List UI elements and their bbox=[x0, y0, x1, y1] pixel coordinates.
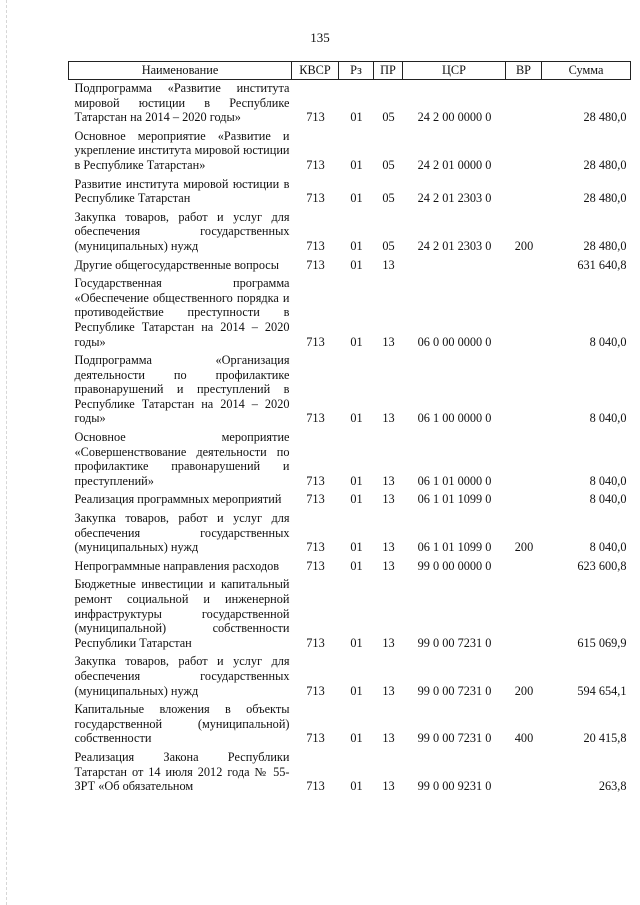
row-vr bbox=[506, 576, 542, 653]
row-sum: 263,8 bbox=[598, 779, 627, 794]
row-rz: 01 bbox=[350, 635, 363, 650]
row-name: Подпрограмма «Развитие института мировой юстиции в Республике Татарстан на 2014 – 2020 годы» bbox=[74, 81, 290, 125]
row-kvsr: 713 bbox=[306, 731, 325, 746]
row-pr: 13 bbox=[382, 558, 395, 573]
header-name: Наименование bbox=[69, 62, 292, 80]
row-rz: 01 bbox=[350, 540, 363, 555]
table-row bbox=[69, 701, 631, 749]
row-sum: 8 040,0 bbox=[589, 334, 627, 349]
row-name: Реализация Закона Республики Татарстан от 14 июля 2012 года № 55-ЗРТ «Об обязательном bbox=[74, 749, 290, 794]
header-csr: ЦСР bbox=[403, 62, 506, 80]
row-csr: 24 2 01 2303 0 bbox=[417, 191, 492, 206]
row-kvsr: 713 bbox=[306, 191, 325, 206]
table-row bbox=[69, 653, 631, 701]
row-pr: 05 bbox=[382, 157, 395, 172]
row-vr: 200 bbox=[514, 238, 534, 253]
table-row bbox=[69, 257, 631, 276]
row-rz: 01 bbox=[350, 257, 363, 272]
row-sum: 28 480,0 bbox=[583, 238, 627, 253]
row-rz: 01 bbox=[350, 731, 363, 746]
row-csr: 06 1 01 1099 0 bbox=[417, 492, 492, 507]
row-name: Другие общегосударственные вопросы bbox=[74, 257, 279, 272]
row-pr: 05 bbox=[382, 238, 395, 253]
row-vr bbox=[506, 275, 542, 352]
row-kvsr: 713 bbox=[306, 492, 325, 507]
table-row bbox=[69, 429, 631, 491]
row-pr: 13 bbox=[382, 635, 395, 650]
row-csr: 06 1 01 1099 0 bbox=[417, 540, 492, 555]
margin-guide-line bbox=[6, 0, 7, 905]
row-sum: 28 480,0 bbox=[583, 191, 627, 206]
table-header-row bbox=[69, 62, 631, 80]
row-sum: 623 600,8 bbox=[577, 558, 627, 573]
header-sum: Сумма bbox=[542, 62, 631, 80]
row-vr: 200 bbox=[514, 683, 534, 698]
table-row bbox=[69, 491, 631, 510]
row-sum: 20 415,8 bbox=[583, 731, 627, 746]
row-sum: 28 480,0 bbox=[583, 157, 627, 172]
row-pr: 05 bbox=[382, 191, 395, 206]
header-pr: ПР bbox=[374, 62, 403, 80]
row-kvsr: 713 bbox=[306, 334, 325, 349]
row-kvsr: 713 bbox=[306, 540, 325, 555]
row-sum: 8 040,0 bbox=[589, 473, 627, 488]
row-csr: 24 2 01 0000 0 bbox=[417, 157, 492, 172]
row-rz: 01 bbox=[350, 683, 363, 698]
row-csr: 99 0 00 0000 0 bbox=[417, 558, 492, 573]
table-row bbox=[69, 510, 631, 558]
row-csr: 99 0 00 9231 0 bbox=[417, 779, 492, 794]
row-sum: 28 480,0 bbox=[583, 110, 627, 125]
row-kvsr: 713 bbox=[306, 473, 325, 488]
row-rz: 01 bbox=[350, 191, 363, 206]
row-name: Государственная программа «Обеспечение общественного порядка и противодействие преступности в Республике Татарстан на 2014 – 2020 годы» bbox=[74, 276, 290, 349]
row-csr: 24 2 00 0000 0 bbox=[417, 110, 492, 125]
row-name: Основное мероприятие «Развитие и укрепление института мировой юстиции в Республике Татарстан» bbox=[74, 128, 290, 172]
row-sum: 631 640,8 bbox=[577, 257, 627, 272]
row-pr: 13 bbox=[382, 473, 395, 488]
row-kvsr: 713 bbox=[306, 110, 325, 125]
row-vr bbox=[506, 80, 542, 128]
row-vr: 200 bbox=[514, 540, 534, 555]
row-pr: 13 bbox=[382, 492, 395, 507]
row-vr bbox=[506, 429, 542, 491]
row-name: Закупка товаров, работ и услуг для обеспечения государственных (муниципальных) нужд bbox=[74, 209, 290, 253]
page-number: 135 bbox=[310, 30, 330, 45]
row-name: Основное мероприятие «Совершенствование деятельности по профилактике правонарушений и преступлений» bbox=[74, 430, 290, 488]
row-name: Капитальные вложения в объекты государственной (муниципальной) собственности bbox=[74, 702, 290, 746]
table-row bbox=[69, 558, 631, 577]
row-kvsr: 713 bbox=[306, 411, 325, 426]
row-csr: 06 1 00 0000 0 bbox=[417, 411, 492, 426]
row-csr: 99 0 00 7231 0 bbox=[417, 635, 492, 650]
row-vr bbox=[506, 558, 542, 577]
row-csr bbox=[403, 257, 506, 276]
table-row bbox=[69, 352, 631, 429]
row-csr: 24 2 01 2303 0 bbox=[417, 238, 492, 253]
row-kvsr: 713 bbox=[306, 157, 325, 172]
row-sum: 8 040,0 bbox=[589, 492, 627, 507]
table-row bbox=[69, 275, 631, 352]
row-rz: 01 bbox=[350, 157, 363, 172]
row-vr bbox=[506, 491, 542, 510]
row-rz: 01 bbox=[350, 779, 363, 794]
table-row bbox=[69, 176, 631, 209]
header-kvsr: КВСР bbox=[292, 62, 339, 80]
row-name: Закупка товаров, работ и услуг для обеспечения государственных (муниципальных) нужд bbox=[74, 654, 290, 698]
row-sum: 615 069,9 bbox=[577, 635, 627, 650]
row-pr: 13 bbox=[382, 731, 395, 746]
row-pr: 13 bbox=[382, 334, 395, 349]
row-name: Подпрограмма «Организация деятельности по профилактике правонарушений и преступлений в Республике Татарстан на 2014 – 2020 годы» bbox=[74, 353, 290, 426]
row-name: Бюджетные инвестиции и капитальный ремонт социальной и инженерной инфраструктуры государственной (муниципальной) собственности Республики Татарстан bbox=[74, 577, 290, 650]
row-kvsr: 713 bbox=[306, 558, 325, 573]
table-row bbox=[69, 749, 631, 797]
row-name: Развитие института мировой юстиции в Республике Татарстан bbox=[74, 176, 290, 206]
row-csr: 99 0 00 7231 0 bbox=[417, 683, 492, 698]
row-rz: 01 bbox=[350, 238, 363, 253]
table-row bbox=[69, 576, 631, 653]
row-pr: 13 bbox=[382, 257, 395, 272]
row-kvsr: 713 bbox=[306, 635, 325, 650]
table-row bbox=[69, 80, 631, 128]
row-csr: 99 0 00 7231 0 bbox=[417, 731, 492, 746]
row-sum: 594 654,1 bbox=[577, 683, 627, 698]
row-pr: 05 bbox=[382, 110, 395, 125]
row-sum: 8 040,0 bbox=[589, 540, 627, 555]
row-vr bbox=[506, 749, 542, 797]
row-sum: 8 040,0 bbox=[589, 411, 627, 426]
row-vr bbox=[506, 257, 542, 276]
table-body bbox=[69, 80, 631, 797]
row-kvsr: 713 bbox=[306, 683, 325, 698]
table-row bbox=[69, 128, 631, 176]
row-pr: 13 bbox=[382, 683, 395, 698]
row-pr: 13 bbox=[382, 540, 395, 555]
table-row bbox=[69, 209, 631, 257]
row-name: Реализация программных мероприятий bbox=[74, 492, 282, 507]
row-vr bbox=[506, 128, 542, 176]
row-rz: 01 bbox=[350, 492, 363, 507]
row-pr: 13 bbox=[382, 411, 395, 426]
budget-table bbox=[68, 61, 631, 797]
row-name: Непрограммные направления расходов bbox=[74, 558, 280, 573]
row-rz: 01 bbox=[350, 411, 363, 426]
row-csr: 06 0 00 0000 0 bbox=[417, 334, 492, 349]
row-kvsr: 713 bbox=[306, 257, 325, 272]
row-rz: 01 bbox=[350, 334, 363, 349]
row-kvsr: 713 bbox=[306, 779, 325, 794]
row-rz: 01 bbox=[350, 110, 363, 125]
row-rz: 01 bbox=[350, 473, 363, 488]
row-csr: 06 1 01 0000 0 bbox=[417, 473, 492, 488]
row-kvsr: 713 bbox=[306, 238, 325, 253]
row-vr: 400 bbox=[514, 731, 534, 746]
row-pr: 13 bbox=[382, 779, 395, 794]
header-rz: Рз bbox=[339, 62, 374, 80]
header-vr: ВР bbox=[506, 62, 542, 80]
row-name: Закупка товаров, работ и услуг для обеспечения государственных (муниципальных) нужд bbox=[74, 511, 290, 555]
row-rz: 01 bbox=[350, 558, 363, 573]
row-vr bbox=[506, 352, 542, 429]
row-vr bbox=[506, 176, 542, 209]
